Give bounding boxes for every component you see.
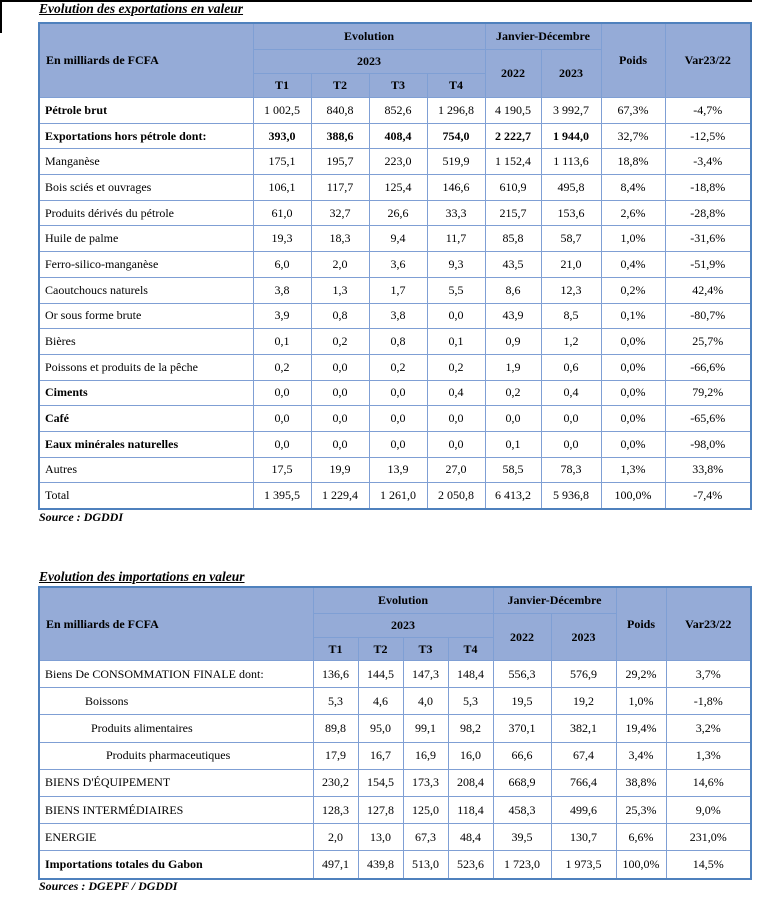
- row-label: Ferro-silico-manganèse: [39, 252, 253, 278]
- cell-value: 5,5: [427, 277, 485, 303]
- cell-value: 0,0: [253, 431, 311, 457]
- column-header-unit: En milliards de FCFA: [39, 587, 313, 661]
- cell-value: 3,8: [369, 303, 427, 329]
- cell-value: 79,2%: [665, 380, 751, 406]
- row-label: BIENS D'ÉQUIPEMENT: [39, 769, 313, 796]
- cell-value: 25,3%: [616, 796, 666, 823]
- cell-value: 1,9: [485, 354, 541, 380]
- cell-value: 127,8: [358, 796, 403, 823]
- cell-value: 0,1: [485, 431, 541, 457]
- cell-value: 3,4%: [616, 742, 666, 769]
- row-label: Autres: [39, 457, 253, 483]
- cell-value: 195,7: [311, 149, 369, 175]
- column-header-poids: Poids: [601, 23, 665, 98]
- row-label: BIENS INTERMÉDIAIRES: [39, 796, 313, 823]
- cell-value: 130,7: [551, 824, 616, 851]
- table-row: [39, 123, 751, 149]
- cell-value: 0,2: [369, 354, 427, 380]
- cell-value: 5,3: [448, 688, 493, 715]
- cell-value: 117,7: [311, 175, 369, 201]
- cell-value: 1,3: [311, 277, 369, 303]
- cell-value: 6,0: [253, 252, 311, 278]
- cell-value: 458,3: [493, 796, 551, 823]
- row-label: Produits pharmaceutiques: [39, 742, 313, 769]
- cell-value: 576,9: [551, 661, 616, 688]
- cell-value: 14,5%: [666, 851, 751, 879]
- cell-value: 382,1: [551, 715, 616, 742]
- cell-value: -3,4%: [665, 149, 751, 175]
- cell-value: 0,0%: [601, 431, 665, 457]
- table-row: [39, 483, 751, 509]
- cell-value: 2 050,8: [427, 483, 485, 509]
- cell-value: 118,4: [448, 796, 493, 823]
- cell-value: 42,4%: [665, 277, 751, 303]
- cell-value: 0,0: [541, 431, 601, 457]
- cell-value: 26,6: [369, 200, 427, 226]
- cell-value: 17,5: [253, 457, 311, 483]
- cell-value: -66,6%: [665, 354, 751, 380]
- cell-value: 0,6: [541, 354, 601, 380]
- column-header-year-group: 2023: [253, 50, 485, 74]
- cell-value: 0,0: [311, 380, 369, 406]
- cell-value: 231,0%: [666, 824, 751, 851]
- cell-value: 208,4: [448, 769, 493, 796]
- cell-value: 0,2: [427, 354, 485, 380]
- column-header-t3: T3: [403, 638, 448, 661]
- cell-value: 17,9: [313, 742, 358, 769]
- table-row: [39, 329, 751, 355]
- cell-value: 0,2%: [601, 277, 665, 303]
- table-row: [39, 98, 751, 124]
- cell-value: 370,1: [493, 715, 551, 742]
- cell-value: 0,0: [253, 406, 311, 432]
- column-header-var: Var23/22: [666, 587, 751, 661]
- cell-value: 136,6: [313, 661, 358, 688]
- cell-value: 144,5: [358, 661, 403, 688]
- cell-value: 58,5: [485, 457, 541, 483]
- cell-value: 1,2: [541, 329, 601, 355]
- cell-value: 4,0: [403, 688, 448, 715]
- cell-value: 495,8: [541, 175, 601, 201]
- cell-value: 33,8%: [665, 457, 751, 483]
- column-header-evolution: Evolution: [313, 587, 493, 614]
- cell-value: 98,2: [448, 715, 493, 742]
- table-row: [39, 851, 751, 879]
- cell-value: 0,0%: [601, 406, 665, 432]
- cell-value: 8,4%: [601, 175, 665, 201]
- cell-value: 38,8%: [616, 769, 666, 796]
- table-row: [39, 742, 751, 769]
- cell-value: -12,5%: [665, 123, 751, 149]
- cell-value: 4,6: [358, 688, 403, 715]
- cell-value: 519,9: [427, 149, 485, 175]
- cell-value: 3,2%: [666, 715, 751, 742]
- exports-table-body: [39, 98, 751, 510]
- cell-value: 0,4%: [601, 252, 665, 278]
- cell-value: 33,3: [427, 200, 485, 226]
- column-header-t2: T2: [358, 638, 403, 661]
- column-header-t1: T1: [253, 74, 311, 98]
- column-header-t4: T4: [448, 638, 493, 661]
- cell-value: 67,4: [551, 742, 616, 769]
- left-edge-mark: [0, 0, 2, 33]
- cell-value: 1,7: [369, 277, 427, 303]
- cell-value: 12,3: [541, 277, 601, 303]
- cell-value: -1,8%: [666, 688, 751, 715]
- table-row: [39, 769, 751, 796]
- cell-value: 1,3%: [666, 742, 751, 769]
- cell-value: 0,2: [253, 354, 311, 380]
- cell-value: 148,4: [448, 661, 493, 688]
- cell-value: 0,0: [311, 406, 369, 432]
- cell-value: 1 002,5: [253, 98, 311, 124]
- cell-value: 840,8: [311, 98, 369, 124]
- cell-value: 43,9: [485, 303, 541, 329]
- cell-value: 2,0: [311, 252, 369, 278]
- cell-value: 513,0: [403, 851, 448, 879]
- cell-value: 499,6: [551, 796, 616, 823]
- cell-value: 0,0%: [601, 354, 665, 380]
- cell-value: 154,5: [358, 769, 403, 796]
- row-label: Bières: [39, 329, 253, 355]
- cell-value: 0,0%: [601, 329, 665, 355]
- cell-value: 0,0: [427, 303, 485, 329]
- cell-value: 48,4: [448, 824, 493, 851]
- cell-value: 0,4: [541, 380, 601, 406]
- cell-value: 0,2: [485, 380, 541, 406]
- cell-value: 19,3: [253, 226, 311, 252]
- cell-value: 3,7%: [666, 661, 751, 688]
- table-row: [39, 715, 751, 742]
- cell-value: 0,9: [485, 329, 541, 355]
- row-label: Eaux minérales naturelles: [39, 431, 253, 457]
- cell-value: 1,3%: [601, 457, 665, 483]
- cell-value: 61,0: [253, 200, 311, 226]
- cell-value: 1 723,0: [493, 851, 551, 879]
- cell-value: 230,2: [313, 769, 358, 796]
- cell-value: 18,8%: [601, 149, 665, 175]
- cell-value: -51,9%: [665, 252, 751, 278]
- table-row: [39, 226, 751, 252]
- cell-value: 100,0%: [616, 851, 666, 879]
- cell-value: 3,8: [253, 277, 311, 303]
- column-header-2022: 2022: [485, 50, 541, 98]
- cell-value: 106,1: [253, 175, 311, 201]
- cell-value: 0,0: [253, 380, 311, 406]
- cell-value: 0,0: [485, 406, 541, 432]
- cell-value: 78,3: [541, 457, 601, 483]
- cell-value: 8,5: [541, 303, 601, 329]
- column-header-year-group: 2023: [313, 614, 493, 638]
- cell-value: 0,0%: [601, 380, 665, 406]
- cell-value: 19,4%: [616, 715, 666, 742]
- cell-value: 19,2: [551, 688, 616, 715]
- cell-value: 1 261,0: [369, 483, 427, 509]
- column-header-poids: Poids: [616, 587, 666, 661]
- cell-value: 388,6: [311, 123, 369, 149]
- row-label: Manganèse: [39, 149, 253, 175]
- row-label: Or sous forme brute: [39, 303, 253, 329]
- cell-value: 16,9: [403, 742, 448, 769]
- exports-table-title: Evolution des exportations en valeur: [39, 1, 244, 16]
- cell-value: 9,0%: [666, 796, 751, 823]
- table-row: [39, 406, 751, 432]
- imports-table-title: Evolution des importations en valeur: [39, 569, 245, 584]
- table-row: [39, 688, 751, 715]
- cell-value: -31,6%: [665, 226, 751, 252]
- column-header-unit: En milliards de FCFA: [39, 23, 253, 98]
- row-label: Biens De CONSOMMATION FINALE dont:: [39, 661, 313, 688]
- column-header-jan-dec: Janvier-Décembre: [485, 23, 601, 50]
- cell-value: 43,5: [485, 252, 541, 278]
- cell-value: 100,0%: [601, 483, 665, 509]
- row-label: Café: [39, 406, 253, 432]
- cell-value: 128,3: [313, 796, 358, 823]
- column-header-evolution: Evolution: [253, 23, 485, 50]
- table-row: [39, 277, 751, 303]
- cell-value: 3,9: [253, 303, 311, 329]
- column-header-t4: T4: [427, 74, 485, 98]
- cell-value: 668,9: [493, 769, 551, 796]
- cell-value: 19,5: [493, 688, 551, 715]
- cell-value: 58,7: [541, 226, 601, 252]
- cell-value: 13,0: [358, 824, 403, 851]
- cell-value: 223,0: [369, 149, 427, 175]
- cell-value: 16,0: [448, 742, 493, 769]
- exports-table-header: [39, 23, 751, 98]
- row-label: Produits alimentaires: [39, 715, 313, 742]
- cell-value: 16,7: [358, 742, 403, 769]
- cell-value: -28,8%: [665, 200, 751, 226]
- cell-value: 2,0: [313, 824, 358, 851]
- row-label: Huile de palme: [39, 226, 253, 252]
- imports-source: Sources : DGEPF / DGDDI: [39, 879, 178, 893]
- cell-value: 89,8: [313, 715, 358, 742]
- row-label: Boissons: [39, 688, 313, 715]
- row-label: Ciments: [39, 380, 253, 406]
- cell-value: 0,0: [369, 431, 427, 457]
- row-label: Poissons et produits de la pêche: [39, 354, 253, 380]
- cell-value: -65,6%: [665, 406, 751, 432]
- cell-value: 1 152,4: [485, 149, 541, 175]
- cell-value: 0,0: [541, 406, 601, 432]
- cell-value: 9,4: [369, 226, 427, 252]
- cell-value: 6 413,2: [485, 483, 541, 509]
- table-row: [39, 200, 751, 226]
- row-label: Bois sciés et ouvrages: [39, 175, 253, 201]
- column-header-2023: 2023: [541, 50, 601, 98]
- cell-value: 147,3: [403, 661, 448, 688]
- table-row: [39, 175, 751, 201]
- cell-value: 497,1: [313, 851, 358, 879]
- table-row: [39, 354, 751, 380]
- cell-value: 14,6%: [666, 769, 751, 796]
- cell-value: 4 190,5: [485, 98, 541, 124]
- cell-value: 3,6: [369, 252, 427, 278]
- cell-value: -18,8%: [665, 175, 751, 201]
- cell-value: 5 936,8: [541, 483, 601, 509]
- imports-table-header: [39, 587, 751, 661]
- cell-value: 439,8: [358, 851, 403, 879]
- column-header-var: Var23/22: [665, 23, 751, 98]
- cell-value: 1 296,8: [427, 98, 485, 124]
- cell-value: 29,2%: [616, 661, 666, 688]
- imports-table-body: [39, 661, 751, 879]
- cell-value: 67,3%: [601, 98, 665, 124]
- table-row: [39, 303, 751, 329]
- cell-value: 1,0%: [616, 688, 666, 715]
- cell-value: 1,0%: [601, 226, 665, 252]
- cell-value: 0,0: [427, 406, 485, 432]
- row-label: ENERGIE: [39, 824, 313, 851]
- cell-value: 85,8: [485, 226, 541, 252]
- cell-value: 39,5: [493, 824, 551, 851]
- cell-value: 1 973,5: [551, 851, 616, 879]
- cell-value: 5,3: [313, 688, 358, 715]
- cell-value: 153,6: [541, 200, 601, 226]
- cell-value: 0,0: [369, 406, 427, 432]
- exports-source: Source : DGDDI: [39, 510, 123, 524]
- row-label: Total: [39, 483, 253, 509]
- cell-value: 19,9: [311, 457, 369, 483]
- table-row: [39, 252, 751, 278]
- cell-value: 0,8: [369, 329, 427, 355]
- cell-value: 0,0: [311, 431, 369, 457]
- cell-value: 0,0: [427, 431, 485, 457]
- cell-value: 3 992,7: [541, 98, 601, 124]
- column-header-jan-dec: Janvier-Décembre: [493, 587, 616, 614]
- cell-value: 1 229,4: [311, 483, 369, 509]
- cell-value: 32,7%: [601, 123, 665, 149]
- cell-value: 25,7%: [665, 329, 751, 355]
- row-label: Produits dérivés du pétrole: [39, 200, 253, 226]
- cell-value: 125,0: [403, 796, 448, 823]
- cell-value: 852,6: [369, 98, 427, 124]
- cell-value: 32,7: [311, 200, 369, 226]
- cell-value: -80,7%: [665, 303, 751, 329]
- cell-value: 215,7: [485, 200, 541, 226]
- cell-value: 1 395,5: [253, 483, 311, 509]
- table-row: [39, 149, 751, 175]
- cell-value: 27,0: [427, 457, 485, 483]
- cell-value: 754,0: [427, 123, 485, 149]
- cell-value: 610,9: [485, 175, 541, 201]
- table-row: [39, 796, 751, 823]
- table-row: [39, 431, 751, 457]
- column-header-t3: T3: [369, 74, 427, 98]
- exports-table: [38, 22, 752, 510]
- table-row: [39, 380, 751, 406]
- cell-value: 67,3: [403, 824, 448, 851]
- cell-value: 0,1: [253, 329, 311, 355]
- cell-value: 8,6: [485, 277, 541, 303]
- cell-value: 556,3: [493, 661, 551, 688]
- cell-value: 393,0: [253, 123, 311, 149]
- column-header-2023: 2023: [551, 614, 616, 661]
- table-row: [39, 661, 751, 688]
- column-header-t2: T2: [311, 74, 369, 98]
- cell-value: 6,6%: [616, 824, 666, 851]
- cell-value: 18,3: [311, 226, 369, 252]
- table-row: [39, 457, 751, 483]
- cell-value: 173,3: [403, 769, 448, 796]
- cell-value: 125,4: [369, 175, 427, 201]
- cell-value: 0,4: [427, 380, 485, 406]
- column-header-2022: 2022: [493, 614, 551, 661]
- cell-value: 99,1: [403, 715, 448, 742]
- cell-value: 66,6: [493, 742, 551, 769]
- cell-value: 175,1: [253, 149, 311, 175]
- cell-value: 0,0: [369, 380, 427, 406]
- cell-value: 13,9: [369, 457, 427, 483]
- cell-value: -98,0%: [665, 431, 751, 457]
- cell-value: 0,2: [311, 329, 369, 355]
- cell-value: 21,0: [541, 252, 601, 278]
- row-label: Pétrole brut: [39, 98, 253, 124]
- row-label: Caoutchoucs naturels: [39, 277, 253, 303]
- cell-value: 2 222,7: [485, 123, 541, 149]
- cell-value: 9,3: [427, 252, 485, 278]
- column-header-t1: T1: [313, 638, 358, 661]
- cell-value: 95,0: [358, 715, 403, 742]
- row-label: Exportations hors pétrole dont:: [39, 123, 253, 149]
- cell-value: 146,6: [427, 175, 485, 201]
- table-row: [39, 824, 751, 851]
- row-label: Importations totales du Gabon: [39, 851, 313, 879]
- cell-value: 766,4: [551, 769, 616, 796]
- cell-value: 11,7: [427, 226, 485, 252]
- cell-value: 523,6: [448, 851, 493, 879]
- cell-value: 0,1%: [601, 303, 665, 329]
- cell-value: 0,1: [427, 329, 485, 355]
- cell-value: -4,7%: [665, 98, 751, 124]
- cell-value: 2,6%: [601, 200, 665, 226]
- cell-value: 0,8: [311, 303, 369, 329]
- imports-table: [38, 586, 752, 880]
- cell-value: 0,0: [311, 354, 369, 380]
- cell-value: -7,4%: [665, 483, 751, 509]
- cell-value: 408,4: [369, 123, 427, 149]
- cell-value: 1 944,0: [541, 123, 601, 149]
- cell-value: 1 113,6: [541, 149, 601, 175]
